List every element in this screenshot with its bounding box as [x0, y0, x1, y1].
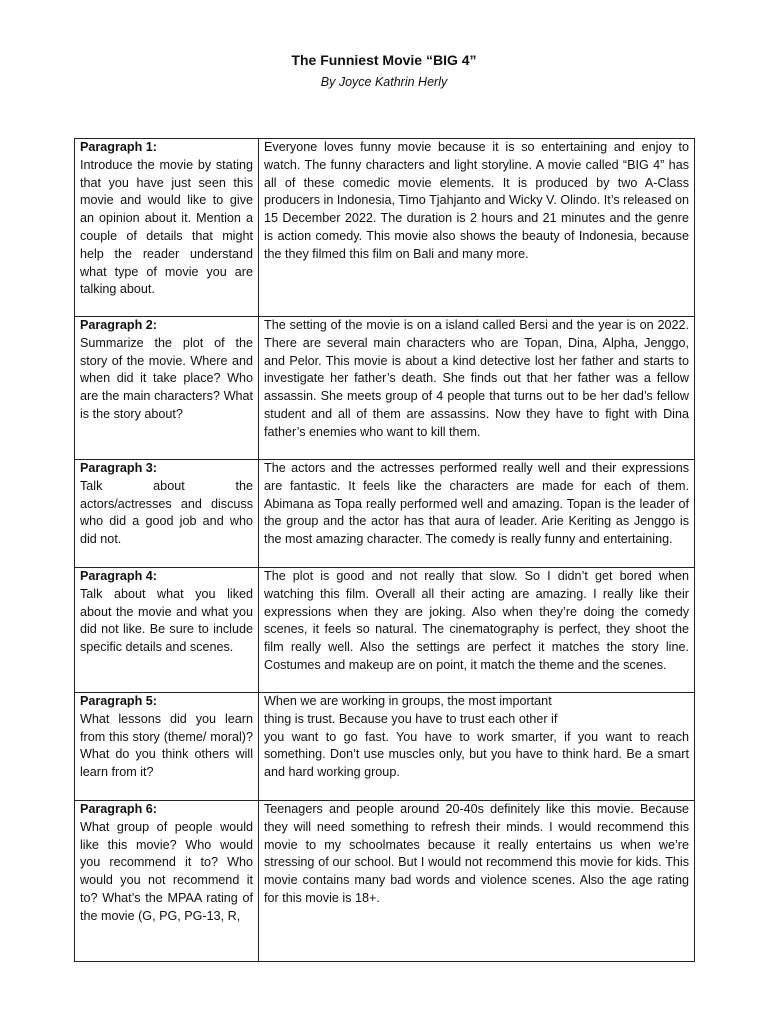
prompt-text: What group of people would like this movie? Who would you recommend it to? Who would you not recommend it to? What’s the MPAA rating of the movie (G, PG, PG-13, R, [80, 819, 253, 923]
table-row [75, 801, 695, 962]
paragraph-heading: Paragraph 3: [80, 461, 157, 475]
table-row [75, 139, 695, 317]
answer-text: The actors and the actresses performed really well and their expressions are fantastic. It feels like the characters are made for each of them. Abimana as Topa really performed well and amazing. Topan is the leader of the group and the actor has that aura of leader. Arie Keriting as Jenggo is the most amazing character. The comedy is really funny and entertaining. [264, 461, 689, 547]
answer-cell [259, 801, 695, 962]
prompt-text: Talk about the actors/actresses and discuss who did a good job and who did not. [80, 478, 253, 547]
answer-cell [259, 139, 695, 317]
answer-line: When we are working in groups, the most important [264, 694, 552, 708]
answer-cell [259, 693, 695, 801]
prompt-text: What lessons did you learn from this story (theme/ moral)? What do you think others will learn from it? [80, 711, 253, 780]
document-title: The Funniest Movie “BIG 4” [291, 52, 477, 68]
answer-cell [259, 317, 695, 460]
paragraph-heading: Paragraph 6: [80, 802, 157, 816]
table-row [75, 317, 695, 460]
paragraph-heading: Paragraph 5: [80, 694, 157, 708]
prompt-text: Summarize the plot of the story of the movie. Where and when did it take place? Who are the main characters? What is the story about? [80, 335, 253, 421]
prompt-text: Talk about what you liked about the movie and what you did not like. Be sure to include specific details and scenes. [80, 586, 253, 655]
answer-text: The setting of the movie is on a island called Bersi and the year is on 2022. There are several main characters who are Topan, Dina, Alpha, Jenggo, and Pelor. This movie is about a kind detective lost her father and starts to investigate her father’s death. She finds out that her father was a fellow assassin. She meets group of 4 people that turns out to be her dad’s fellow student and all of them are assassins. Now they have to fight with Dina father’s enemies who want to kill them. [264, 318, 689, 439]
answer-cell [259, 568, 695, 693]
author-byline: By Joyce Kathrin Herly [320, 75, 448, 89]
answer-cell [259, 460, 695, 568]
paragraph-heading: Paragraph 2: [80, 318, 157, 332]
paragraph-heading: Paragraph 1: [80, 140, 157, 154]
answer-text: you want to go fast. You have to work smarter, if you want to reach something. Don’t use muscles only, but you have to think hard. Be a smart and hard working group. [264, 729, 689, 780]
prompt-cell [75, 317, 259, 460]
prompt-cell [75, 460, 259, 568]
answer-text: The plot is good and not really that slow. So I didn’t get bored when watching this film. Overall all their acting are amazing. I really like their expressions when they are joking. Also when they’re doing the comedy scenes, it feels so natural. The cinematography is perfect, they shoot the film really well. Also the settings are perfect it matches the story line. Costumes and makeup are on point, it match the theme and the scenes. [264, 569, 689, 672]
answer-text: Everyone loves funny movie because it is so entertaining and enjoy to watch. The funny characters and light storyline. A movie called “BIG 4” has all of these comedic movie elements. It is produced by two A-Class producers in Indonesia, Timo Tjahjanto and Wicky V. Olindo. It’s released on 15 December 2022. The duration is 2 hours and 21 minutes and the genre is action comedy. This movie also shows the beauty of Indonesia, because the they filmed this film on Bali and many more. [264, 140, 689, 261]
prompt-cell [75, 693, 259, 801]
prompt-cell [75, 568, 259, 693]
answer-line: thing is trust. Because you have to trust each other if [264, 711, 558, 726]
prompt-cell [75, 801, 259, 962]
paragraph-heading: Paragraph 4: [80, 569, 157, 583]
answer-text: Teenagers and people around 20-40s definitely like this movie. Because they will need something to refresh their minds. I would recommend this movie to my schoolmates because it really entertains us when we’re stressing of our school. But I would not recommend this movie for kids. This movie contains many bad words and violence scenes. Also the age rating for this movie is 18+. [264, 802, 689, 905]
prompt-text: Introduce the movie by stating that you have just seen this movie and would like to give an opinion about it. Mention a couple of details that might help the reader understand what type of movie you are talking about. [80, 157, 253, 297]
prompt-cell [75, 139, 259, 317]
table-row [75, 568, 695, 693]
review-table [74, 138, 695, 962]
table-row [75, 460, 695, 568]
table-row [75, 693, 695, 801]
